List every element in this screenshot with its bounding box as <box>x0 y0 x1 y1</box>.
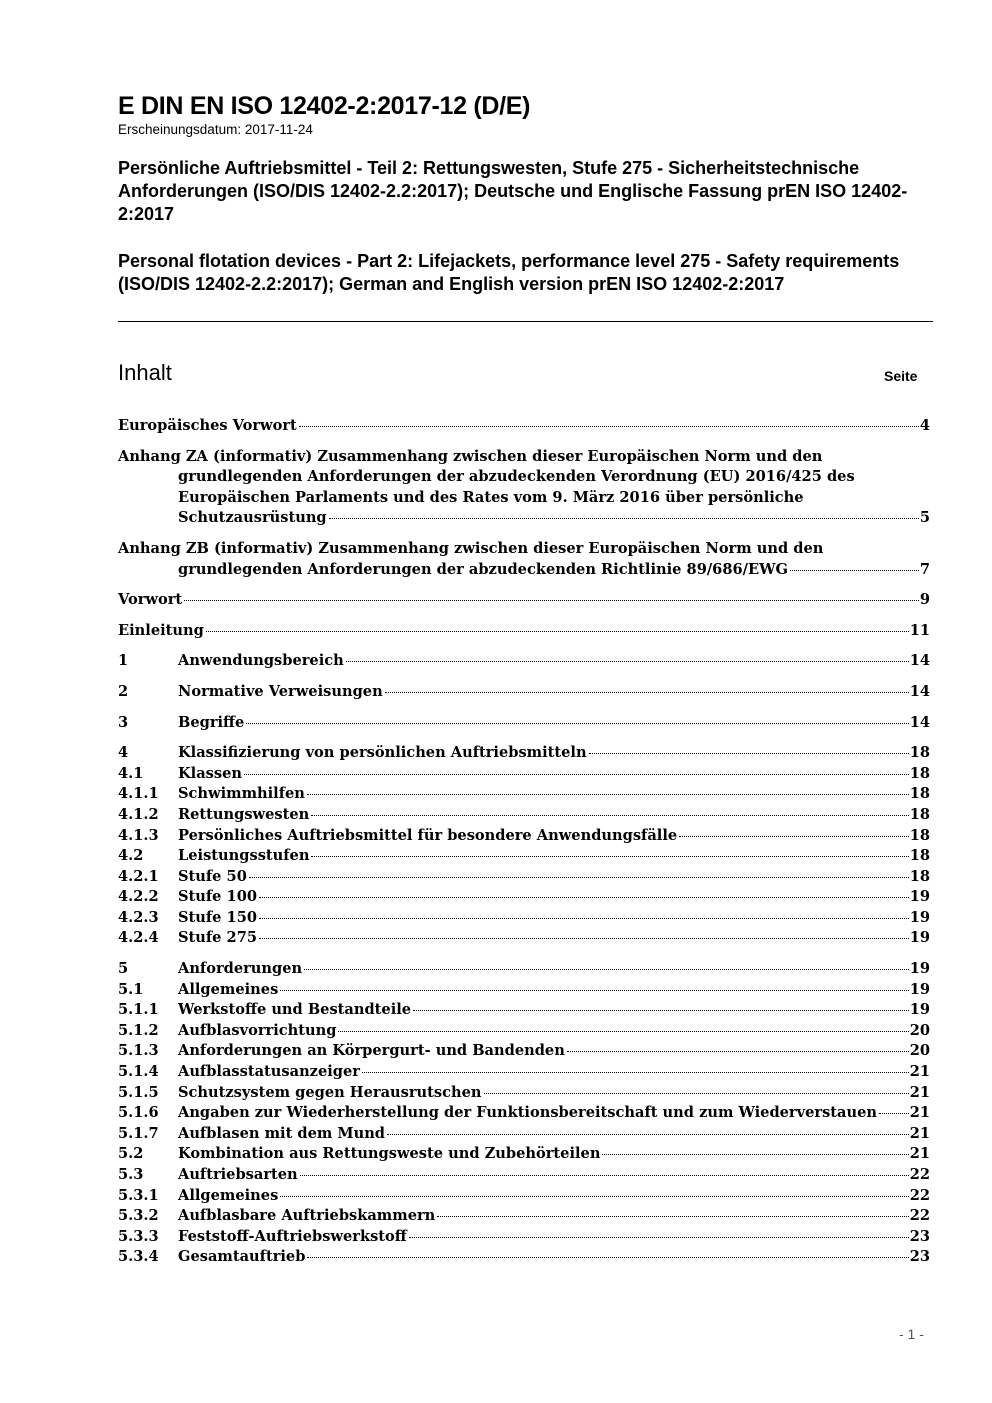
toc-entry-title: Vorwort <box>118 591 183 609</box>
toc-entry-number: 5.1 <box>118 980 144 998</box>
toc-dot-leader <box>589 753 909 754</box>
title-german: Persönliche Auftriebsmittel - Teil 2: Rettungswesten, Stufe 275 - Sicherheitstechnische Anforderungen (ISO/DIS 12402-2.2:2017); Deutsche und Englische Fassung prEN ISO 12402-2:2017 <box>118 158 908 224</box>
toc-entry[interactable] <box>118 713 930 734</box>
toc-entry-page: 19 <box>909 888 930 906</box>
toc-entry[interactable] <box>118 447 930 529</box>
page-number: - 1 - <box>899 1326 924 1342</box>
toc-entry-title: grundlegenden Anforderungen der abzudeckenden Richtlinie 89/686/EWG <box>178 560 788 578</box>
toc-entry[interactable] <box>118 1124 930 1145</box>
toc-dot-leader <box>299 426 919 427</box>
toc-dot-leader <box>790 570 919 571</box>
toc-entry-title: Aufblasen mit dem Mund <box>178 1124 386 1142</box>
toc-entry-page: 21 <box>909 1083 930 1101</box>
toc-dot-leader <box>329 518 919 519</box>
toc-dot-leader <box>679 836 909 837</box>
toc-entry-title: Aufblasvorrichtung <box>178 1021 337 1039</box>
toc-dot-leader <box>602 1154 908 1155</box>
toc-entry-number: 5.3.2 <box>118 1207 159 1225</box>
toc-entry-title: Schutzausrüstung <box>178 509 327 527</box>
toc-entry-title: Allgemeines <box>178 980 279 998</box>
toc-entry[interactable] <box>118 928 930 949</box>
toc-heading: Inhalt <box>118 360 172 385</box>
toc-entry-number: 5.1.7 <box>118 1124 159 1142</box>
toc-entry-title: Normative Verweisungen <box>178 682 383 700</box>
toc-dot-leader <box>362 1072 909 1073</box>
toc-entry-page: 18 <box>909 867 930 885</box>
toc-entry-title: Klassen <box>178 764 243 782</box>
toc-dot-leader <box>259 918 909 919</box>
toc-entry[interactable] <box>118 784 930 805</box>
toc-entry-page: 22 <box>909 1166 930 1183</box>
toc-entry-page: 19 <box>909 980 930 998</box>
toc-entry-number: 5.3.3 <box>118 1227 159 1245</box>
toc-entry-number: 5.1.4 <box>118 1063 159 1081</box>
toc-entry-title: Einleitung <box>118 621 204 639</box>
toc-entry-page: 7 <box>919 560 930 578</box>
toc-dot-leader <box>184 600 919 601</box>
toc-dot-leader <box>259 897 909 898</box>
toc-entry-page: 23 <box>909 1227 930 1245</box>
toc-entry[interactable] <box>118 416 930 437</box>
toc-entry-number: 5.3.1 <box>118 1186 159 1204</box>
toc-entry-number: 3 <box>118 713 129 731</box>
toc-entry-number: 5.3 <box>118 1166 144 1183</box>
toc-entry[interactable] <box>118 1247 930 1268</box>
toc-entry-title: Kombination aus Rettungsweste und Zubehörteilen <box>178 1145 601 1163</box>
toc-entry-title: Stufe 100 <box>178 888 257 906</box>
toc-entry-title: Auftriebsarten <box>178 1166 298 1183</box>
toc-entry-page: 20 <box>909 1042 930 1060</box>
toc-entry-page: 9 <box>919 591 930 609</box>
toc-entry-title: Schutzsystem gegen Herausrutschen <box>178 1083 482 1101</box>
toc-entry[interactable] <box>118 980 930 1001</box>
toc-dot-leader <box>259 938 909 939</box>
toc-entry-title: Europäisches Vorwort <box>118 417 297 434</box>
toc-dot-leader <box>385 692 909 693</box>
toc-entry-number: 5.3.4 <box>118 1248 159 1266</box>
toc-entry[interactable] <box>118 1165 930 1186</box>
toc-dot-leader <box>567 1051 909 1052</box>
toc-entry-page: 18 <box>909 764 930 782</box>
toc-entry-number: 5.1.2 <box>118 1021 159 1039</box>
table-of-contents <box>118 416 930 1268</box>
toc-entry-page: 14 <box>909 713 930 731</box>
toc-entry-number: 4.1.1 <box>118 785 159 803</box>
toc-entry-page: 22 <box>909 1186 930 1204</box>
toc-entry-page: 19 <box>909 908 930 926</box>
toc-entry-number: 4.2.3 <box>118 908 159 926</box>
toc-entry[interactable] <box>118 1041 930 1062</box>
toc-entry-title-lead: Anhang ZA (informativ) Zusammenhang zwischen dieser Europäischen Norm und den grundlegenden Anforderungen der abzudeckenden Verordnung (EU) 2016/425 des Europäischen Parlaments und des Rates vom 9. März 2016 über persönliche <box>118 447 855 506</box>
toc-entry-title: Stufe 50 <box>178 867 247 885</box>
toc-entry[interactable] <box>118 1000 930 1021</box>
toc-entry-page: 19 <box>909 960 930 978</box>
toc-entry-number: 4.2.2 <box>118 888 159 906</box>
toc-dot-leader <box>879 1113 909 1114</box>
toc-entry-number: 4.1.2 <box>118 805 159 823</box>
toc-entry-title: Angaben zur Wiederherstellung der Funktionsbereitschaft und zum Wiederverstauen <box>178 1104 877 1122</box>
toc-dot-leader <box>338 1031 908 1032</box>
toc-entry[interactable] <box>118 682 930 703</box>
toc-entry-page: 20 <box>909 1021 930 1039</box>
toc-page-column-header: Seite <box>884 368 918 384</box>
toc-entry[interactable] <box>118 764 930 785</box>
toc-entry-page: 4 <box>919 417 930 434</box>
toc-entry-page: 22 <box>909 1207 930 1225</box>
toc-entry-number: 5 <box>118 960 129 978</box>
toc-entry-title: Rettungswesten <box>178 805 310 823</box>
toc-dot-leader <box>246 723 908 724</box>
toc-entry-title: Begriffe <box>178 713 245 731</box>
toc-dot-leader <box>280 1196 908 1197</box>
toc-entry-title: Anwendungsbereich <box>178 652 344 670</box>
title-english: Personal flotation devices - Part 2: Lifejackets, performance level 275 - Safety requirements (ISO/DIS 12402-2.2:2017); German and English version prEN ISO 12402-2:2017 <box>118 251 900 294</box>
toc-dot-leader <box>387 1134 909 1135</box>
publication-date: Erscheinungsdatum: 2017-11-24 <box>118 122 313 137</box>
toc-entry-title: Aufblasbare Auftriebskammern <box>178 1207 436 1225</box>
toc-entry-number: 5.1.5 <box>118 1083 159 1101</box>
toc-entry-title-lead: Anhang ZB (informativ) Zusammenhang zwischen dieser Europäischen Norm und den <box>118 539 824 557</box>
toc-entry-number: 4.2 <box>118 847 144 865</box>
toc-dot-leader <box>300 1175 909 1176</box>
toc-entry-number: 1 <box>118 652 129 670</box>
toc-entry[interactable] <box>118 1103 930 1124</box>
toc-dot-leader <box>307 794 909 795</box>
toc-entry-number: 4 <box>118 744 129 762</box>
toc-dot-leader <box>311 815 908 816</box>
toc-entry[interactable] <box>118 1062 930 1083</box>
toc-entry-page: 21 <box>909 1104 930 1122</box>
toc-entry[interactable] <box>118 621 930 642</box>
toc-dot-leader <box>244 774 909 775</box>
toc-entry-page: 18 <box>909 826 930 844</box>
toc-entry-number: 4.1.3 <box>118 826 159 844</box>
toc-entry[interactable] <box>118 867 930 888</box>
toc-dot-leader <box>280 990 908 991</box>
toc-entry[interactable] <box>118 590 930 611</box>
toc-entry-title: Allgemeines <box>178 1186 279 1204</box>
document-title: E DIN EN ISO 12402-2:2017-12 (D/E) <box>118 92 531 120</box>
toc-entry-number: 5.1.1 <box>118 1001 159 1019</box>
toc-entry-page: 5 <box>919 509 930 527</box>
toc-entry[interactable] <box>118 1186 930 1207</box>
toc-dot-leader <box>346 661 909 662</box>
toc-entry-number: 5.1.3 <box>118 1042 159 1060</box>
toc-entry-title: Stufe 150 <box>178 908 257 926</box>
toc-entry-title: Feststoff-Auftriebswerkstoff <box>178 1227 407 1245</box>
toc-entry-page: 21 <box>909 1124 930 1142</box>
toc-entry-title: Leistungsstufen <box>178 847 310 865</box>
toc-entry[interactable] <box>118 846 930 867</box>
toc-entry[interactable] <box>118 743 930 764</box>
toc-entry[interactable] <box>118 651 930 672</box>
toc-entry[interactable] <box>118 959 930 980</box>
toc-dot-leader <box>437 1216 908 1217</box>
toc-entry-page: 11 <box>909 621 930 639</box>
toc-dot-leader <box>304 969 909 970</box>
toc-dot-leader <box>311 856 908 857</box>
toc-entry[interactable] <box>118 1227 930 1248</box>
toc-entry-page: 23 <box>909 1248 930 1266</box>
toc-entry-page: 18 <box>909 744 930 762</box>
toc-dot-leader <box>413 1010 909 1011</box>
toc-entry-number: 4.1 <box>118 764 144 782</box>
toc-entry[interactable] <box>118 908 930 929</box>
toc-entry-title: Schwimmhilfen <box>178 785 305 803</box>
toc-entry[interactable] <box>118 887 930 908</box>
toc-entry-page: 19 <box>909 1001 930 1019</box>
toc-entry-page: 14 <box>909 682 930 700</box>
toc-entry-title: Werkstoffe und Bestandteile <box>178 1001 412 1019</box>
toc-entry-page: 21 <box>909 1063 930 1081</box>
toc-dot-leader <box>206 631 909 632</box>
toc-entry-page: 18 <box>909 805 930 823</box>
toc-entry-title: Aufblasstatusanzeiger <box>178 1063 360 1081</box>
toc-entry-title: Klassifizierung von persönlichen Auftriebsmitteln <box>178 744 587 762</box>
toc-entry[interactable] <box>118 1083 930 1104</box>
toc-entry-page: 18 <box>909 785 930 803</box>
toc-entry-number: 4.2.4 <box>118 929 159 947</box>
toc-dot-leader <box>484 1093 909 1094</box>
toc-entry[interactable] <box>118 1206 930 1227</box>
toc-entry-number: 5.1.6 <box>118 1104 159 1122</box>
toc-entry-title: Stufe 275 <box>178 929 257 947</box>
toc-entry[interactable] <box>118 539 930 580</box>
toc-dot-leader <box>307 1257 908 1258</box>
toc-entry-number: 5.2 <box>118 1145 144 1163</box>
toc-entry[interactable] <box>118 826 930 847</box>
toc-entry-page: 18 <box>909 847 930 865</box>
toc-entry[interactable] <box>118 1144 930 1165</box>
toc-entry-page: 14 <box>909 652 930 670</box>
header-divider <box>118 321 933 322</box>
toc-dot-leader <box>249 877 909 878</box>
toc-entry-page: 21 <box>909 1145 930 1163</box>
toc-entry-page: 19 <box>909 929 930 947</box>
toc-entry-title: Persönliches Auftriebsmittel für besondere Anwendungsfälle <box>178 826 678 844</box>
toc-entry-title: Anforderungen an Körpergurt- und Bandenden <box>178 1042 565 1060</box>
toc-entry-title: Anforderungen <box>178 960 303 978</box>
toc-entry-number: 4.2.1 <box>118 867 159 885</box>
toc-entry[interactable] <box>118 805 930 826</box>
toc-entry-title: Gesamtauftrieb <box>178 1248 306 1266</box>
toc-entry[interactable] <box>118 1021 930 1042</box>
toc-dot-leader <box>409 1237 909 1238</box>
toc-entry-number: 2 <box>118 682 129 700</box>
